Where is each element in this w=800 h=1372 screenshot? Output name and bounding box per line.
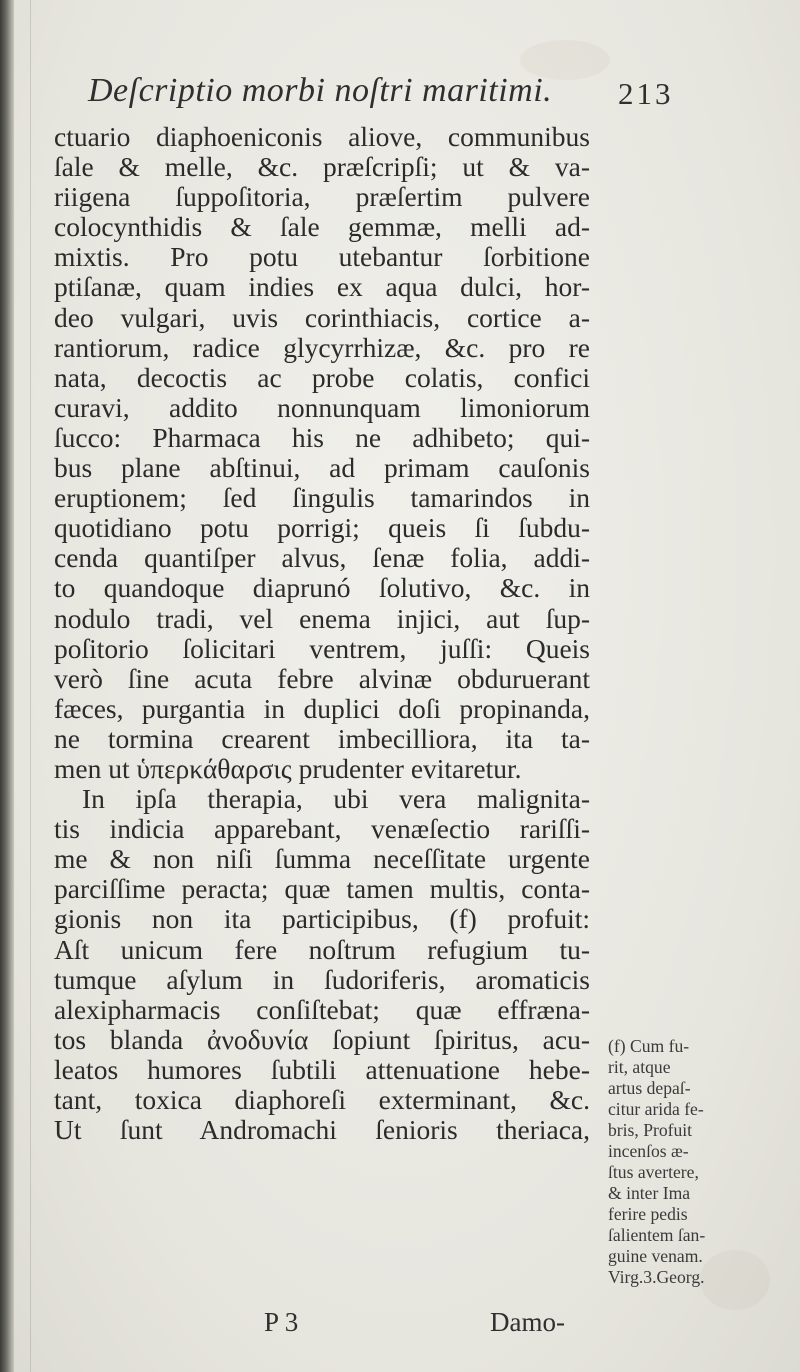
text-line: quotidiano potu porrigi; queis ſi ſubdu- <box>54 512 590 544</box>
text-line: me & non niſi ſumma neceſſitate urgente <box>54 843 590 875</box>
binding-gutter <box>0 0 14 1372</box>
text-line: bus plane abſtinui, ad primam cauſonis <box>54 452 590 484</box>
page-number: 213 <box>618 76 674 111</box>
text-line: eruptionem; ſed ſingulis tamarindos in <box>54 482 590 514</box>
text-line: ne tormina crearent imbecilliora, ita ta- <box>54 722 590 754</box>
text-line: tumque aſylum in ſudoriferis, aromaticis <box>54 963 590 995</box>
gutter-shadow-line <box>30 0 31 1372</box>
text-line: parciſſime peracta; quæ tamen multis, conta- <box>54 873 590 905</box>
catchword: Damo- <box>490 1307 565 1337</box>
text-line: verò ſine acuta febre alvinæ obduruerant <box>54 662 590 694</box>
marginal-note-line: artus depaſ- <box>608 1078 691 1098</box>
marginal-note-line: ferire pedis <box>608 1204 688 1224</box>
text-line: cenda quantiſper alvus, ſenæ folia, addi- <box>54 542 590 574</box>
text-line: tos blanda ἀνοδυνία ſopiunt ſpiritus, acu- <box>54 1023 590 1055</box>
text-line: ptiſanæ, quam indies ex aqua dulci, hor- <box>54 271 590 303</box>
text-line: nodulo tradi, vel enema injici, aut ſup- <box>54 602 590 634</box>
marginal-note-line: ſalientem ſan- <box>608 1225 706 1245</box>
text-line: to quandoque diaprunó ſolutivo, &c. in <box>54 572 590 604</box>
running-head: Deſcriptio morbi noſtri maritimi. <box>88 72 553 109</box>
text-line: poſitorio ſolicitari ventrem, juſſi: Queis <box>54 632 590 664</box>
marginal-note-line: & inter Ima <box>608 1183 691 1203</box>
marginal-note <box>608 1036 768 1288</box>
text-line: tant, toxica diaphoreſi exterminant, &c. <box>54 1084 590 1115</box>
text-line: In ipſa therapia, ubi vera malignita- <box>82 783 590 815</box>
text-line: leatos humores ſubtili attenuatione hebe- <box>54 1053 590 1085</box>
text-line: alexipharmacis conſiſtebat; quæ effræna- <box>54 993 590 1025</box>
text-line: nata, decoctis ac probe colatis, confici <box>54 361 590 393</box>
marginal-note-line: rit, atque <box>608 1057 671 1077</box>
marginal-note-line: incenſos æ- <box>608 1141 689 1161</box>
text-line: fæces, purgantia in duplici doſi propinanda, <box>54 692 590 724</box>
text-line: curavi, addito nonnunquam limoniorum <box>54 391 590 423</box>
text-line: colocynthidis & ſale gemmæ, melli ad- <box>54 211 590 243</box>
text-line: ctuario diaphoeniconis aliove, communibus <box>54 121 590 152</box>
text-line: ſucco: Pharmaca his ne adhibeto; qui- <box>54 421 590 453</box>
marginal-note-line: guine venam. <box>608 1246 703 1266</box>
text-line: riigena ſuppoſitoria, præſertim pulvere <box>54 181 590 213</box>
marginal-note-line: Virg.3.Georg. <box>608 1267 705 1287</box>
marginal-note-line: (f) Cum fu- <box>608 1036 690 1056</box>
text-line: Ut ſunt Andromachi ſenioris theriaca, <box>54 1114 590 1146</box>
text-line: mixtis. Pro potu utebantur ſorbitione <box>54 241 590 273</box>
text-line: deo vulgari, uvis corinthiacis, cortice a- <box>54 301 590 333</box>
text-line: Aſt unicum fere noſtrum refugium tu- <box>54 933 590 965</box>
body-text <box>54 122 590 1145</box>
text-line: tis indicia apparebant, venæſectio rariſſi- <box>54 813 590 845</box>
text-line: rantiorum, radice glycyrrhizæ, &c. pro re <box>54 331 590 363</box>
marginal-note-line: bris, Profuit <box>608 1120 693 1140</box>
marginal-note-line: citur arida fe- <box>608 1099 704 1119</box>
text-line: ſale & melle, &c. præſcripſi; ut & va- <box>54 151 590 183</box>
text-line: gionis non ita participibus, (f) profuit: <box>54 903 590 935</box>
text-line: men ut ὑπερκάθαρσις prudenter evitaretur. <box>54 752 522 784</box>
signature-mark: P 3 <box>264 1307 299 1337</box>
marginal-note-line: ſtus avertere, <box>608 1162 699 1182</box>
